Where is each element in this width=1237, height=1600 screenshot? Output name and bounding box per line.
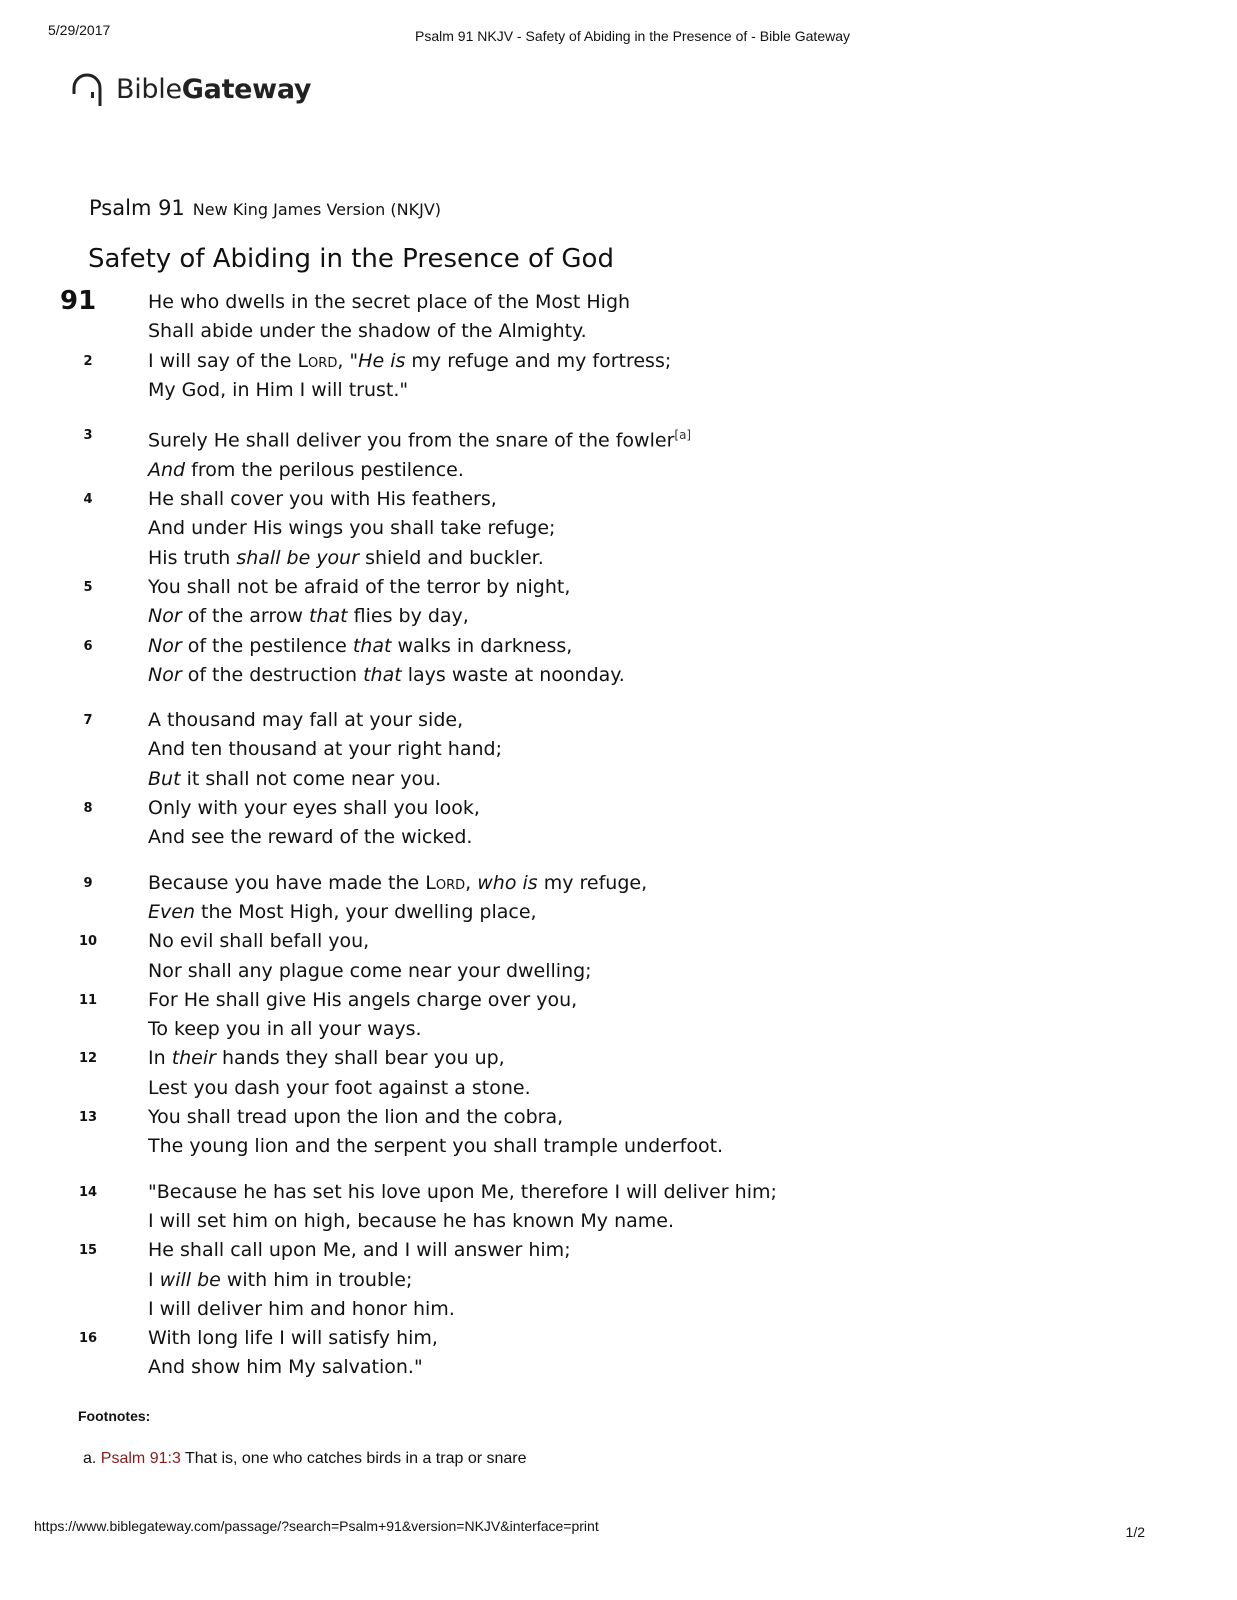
gateway-arch-icon: [68, 68, 110, 110]
verse-number: 4: [83, 492, 93, 508]
verse-line: The young lion and the serpent you shall trample underfoot.: [148, 1135, 724, 1158]
verse-9: [0, 869, 1237, 928]
print-header: [48, 20, 1177, 44]
logo-gateway: Gateway: [181, 73, 312, 105]
verse-line: And ten thousand at your right hand;: [148, 738, 502, 761]
footnotes-heading: Footnotes:: [78, 1408, 151, 1424]
verse-line: Nor of the arrow that flies by day,: [148, 605, 469, 628]
verse-1: [0, 288, 1237, 347]
verse-number: 7: [83, 713, 93, 729]
verse-number: 6: [83, 638, 93, 654]
verse-line: He who dwells in the secret place of the Most High: [148, 291, 631, 313]
verse-line: Even the Most High, your dwelling place,: [148, 900, 537, 923]
verse-13: [0, 1103, 1237, 1162]
verse-15: [0, 1236, 1237, 1324]
verse-line: Shall abide under the shadow of the Almighty.: [148, 320, 587, 343]
verse-16: [0, 1324, 1237, 1383]
stanza: [0, 869, 1237, 1162]
verse-line: I will deliver him and honor him.: [148, 1297, 455, 1320]
verse-line: But it shall not come near you.: [148, 767, 442, 790]
verse-line: Only with your eyes shall you look,: [148, 797, 480, 820]
verse-number: 10: [78, 934, 98, 950]
footnote-a: [83, 1450, 527, 1468]
verse-11: [0, 986, 1237, 1045]
verse-line: And under His wings you shall take refuge;: [148, 517, 556, 540]
verse-line: With long life I will satisfy him,: [148, 1327, 438, 1350]
verse-line: A thousand may fall at your side,: [148, 709, 464, 732]
verse-number: 15: [78, 1243, 98, 1259]
verse-5: [0, 573, 1237, 632]
verse-4: [0, 485, 1237, 573]
verse-line: "Because he has set his love upon Me, therefore I will deliver him;: [148, 1180, 777, 1203]
stanza: [0, 706, 1237, 852]
verse-line: He shall call upon Me, and I will answer him;: [148, 1239, 571, 1262]
verse-number: 8: [83, 801, 93, 817]
verse-number: 5: [83, 580, 93, 595]
verse-line: My God, in Him I will trust.": [148, 378, 409, 401]
verse-10: [0, 927, 1237, 986]
stanza: [0, 421, 1237, 690]
print-page-title: Psalm 91 NKJV - Safety of Abiding in the Presence of - Bible Gateway: [415, 28, 850, 44]
verse-12: [0, 1044, 1237, 1103]
verse-line: He shall cover you with His feathers,: [148, 488, 497, 511]
verse-line: In their hands they shall bear you up,: [148, 1047, 505, 1070]
verse-2: [0, 347, 1237, 406]
stanza: [0, 1178, 1237, 1383]
verse-line: You shall tread upon the lion and the cobra,: [148, 1106, 564, 1129]
verse-14: [0, 1178, 1237, 1237]
verse-number: 9: [83, 875, 93, 891]
verse-6: [0, 632, 1237, 691]
chapter-number: 91: [60, 286, 97, 316]
logo-wordmark: [116, 74, 311, 105]
verse-number: 16: [78, 1331, 98, 1347]
verse-line: Because you have made the Lord, who is my refuge,: [148, 871, 648, 894]
verse-line: Nor of the destruction that lays waste at noonday.: [148, 663, 625, 686]
verse-line: No evil shall befall you,: [148, 930, 370, 953]
verse-8: [0, 794, 1237, 853]
footnote-label: a.: [83, 1450, 101, 1467]
logo-bible: Bible: [116, 73, 182, 105]
verse-number: 13: [78, 1110, 98, 1126]
verse-line: To keep you in all your ways.: [148, 1018, 422, 1041]
biblegateway-logo[interactable]: [68, 68, 311, 110]
verse-number: 11: [78, 992, 98, 1008]
verse-number: 14: [78, 1184, 98, 1200]
page-url: https://www.biblegateway.com/passage/?search=Psalm+91&version=NKJV&interface=print: [34, 1518, 599, 1534]
version-name: New King James Version (NKJV): [192, 200, 442, 219]
verse-line: I will be with him in trouble;: [148, 1268, 413, 1291]
footnote-ref-link[interactable]: [a]: [674, 428, 692, 443]
passage-reference: Psalm 91: [89, 196, 185, 220]
psalm-text: [0, 288, 1237, 1399]
footnote-ref-link[interactable]: Psalm 91:3: [100, 1450, 181, 1467]
verse-line: Nor of the pestilence that walks in darkness,: [148, 634, 573, 657]
print-date: 5/29/2017: [48, 22, 111, 38]
passage-header: [89, 196, 441, 220]
verse-line: I will set him on high, because he has known My name.: [148, 1209, 675, 1232]
verse-line: Nor shall any plague come near your dwelling;: [148, 959, 592, 982]
page-number: 1/2: [1125, 1524, 1145, 1540]
footnote-text: That is, one who catches birds in a trap or snare: [180, 1450, 527, 1467]
verse-number: 12: [78, 1051, 98, 1067]
verse-line: You shall not be afraid of the terror by night,: [148, 576, 571, 598]
verse-line: Surely He shall deliver you from the snare of the fowler[a]: [148, 428, 692, 452]
verse-7: [0, 706, 1237, 794]
verse-number: 2: [83, 353, 93, 369]
verse-line: And show him My salvation.": [148, 1356, 423, 1379]
verse-line: For He shall give His angels charge over you,: [148, 988, 578, 1011]
verse-line: I will say of the Lord, "He is my refuge and my fortress;: [148, 349, 672, 372]
verse-line: And see the reward of the wicked.: [148, 826, 473, 849]
verse-line: And from the perilous pestilence.: [148, 458, 464, 481]
verse-number: 3: [83, 428, 93, 444]
verse-line: His truth shall be your shield and buckler.: [148, 546, 544, 569]
section-title: Safety of Abiding in the Presence of God: [88, 244, 614, 274]
stanza: [0, 288, 1237, 405]
verse-line: Lest you dash your foot against a stone.: [148, 1076, 531, 1099]
verse-3: [0, 421, 1237, 485]
